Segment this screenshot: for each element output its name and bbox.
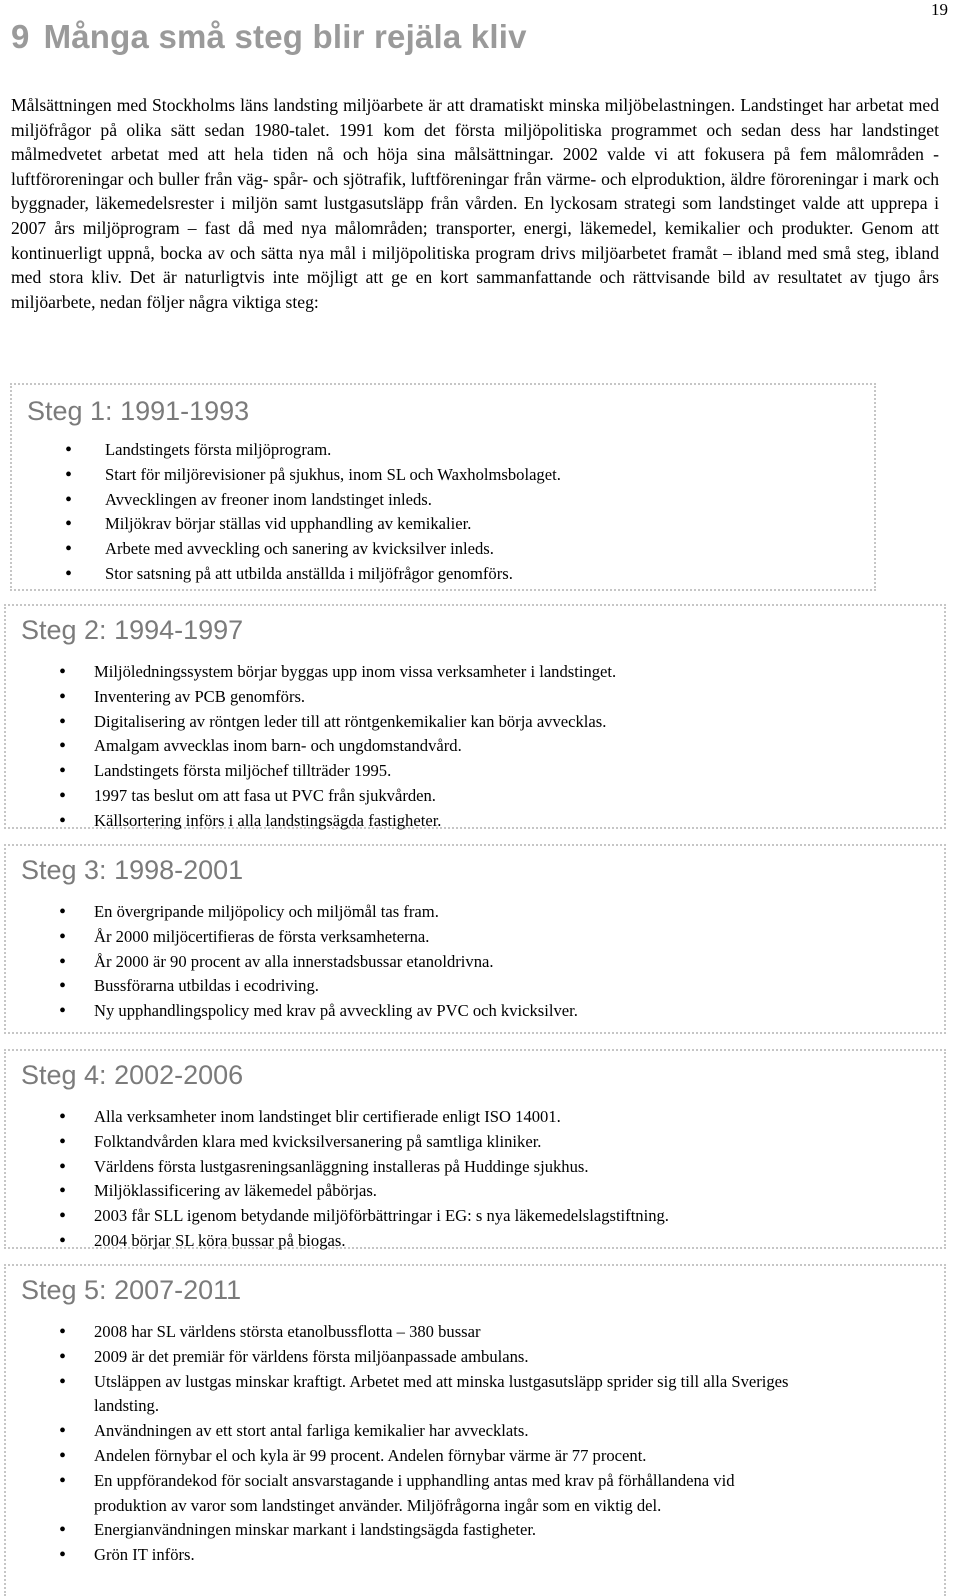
step-item: • Användningen av ett stort antal farliga kemikalier har avvecklats.: [21, 1419, 801, 1444]
step-list: [21, 1320, 801, 1568]
step-item: • En uppförandekod för socialt ansvarstagande i upphandling antas med krav på förhållandena vid produktion av varor som landstinget använder. Miljöfrågorna ingår som en viktig del.: [21, 1469, 801, 1519]
step-item: • 1997 tas beslut om att fasa ut PVC från sjukvården.: [21, 784, 944, 809]
step-item: • Landstingets första miljöchef tillträder 1995.: [21, 759, 944, 784]
step-item: • 2003 får SLL igenom betydande miljöförbättringar i EG: s nya läkemedelslagstiftning.: [21, 1204, 944, 1229]
step-box-1: [10, 383, 876, 591]
step-item: • Start för miljörevisioner på sjukhus, inom SL och Waxholmsbolaget.: [27, 463, 874, 488]
step-item: • Amalgam avvecklas inom barn- och ungdomstandvård.: [21, 734, 944, 759]
step-item: • 2004 börjar SL köra bussar på biogas.: [21, 1229, 944, 1254]
step-list: [21, 1105, 944, 1254]
step-item: • Källsortering införs i alla landstingsägda fastigheter.: [21, 809, 944, 834]
step-box-2: [4, 604, 946, 829]
step-title: Steg 4: 2002-2006: [21, 1060, 244, 1090]
step-item: • År 2000 miljöcertifieras de första verksamheterna.: [21, 925, 944, 950]
step-item: • Utsläppen av lustgas minskar kraftigt. Arbetet med att minska lustgasutsläpp sprider sig till alla Sveriges landsting.: [21, 1370, 801, 1420]
step-item: • Grön IT införs.: [21, 1543, 801, 1568]
step-item: • Världens första lustgasreningsanläggning installeras på Huddinge sjukhus.: [21, 1155, 944, 1180]
step-box-4: [4, 1049, 946, 1249]
step-box-5: [4, 1264, 946, 1596]
step-item: • Miljöklassificering av läkemedel påbörjas.: [21, 1179, 944, 1204]
step-title: Steg 3: 1998-2001: [21, 855, 244, 885]
step-item: • Energianvändningen minskar markant i landstingsägda fastigheter.: [21, 1518, 801, 1543]
step-box-3: [4, 844, 946, 1034]
step-item: • Inventering av PCB genomförs.: [21, 685, 944, 710]
chapter-number: 9: [11, 18, 30, 55]
step-item: • Bussförarna utbildas i ecodriving.: [21, 974, 944, 999]
step-item: • År 2000 är 90 procent av alla innerstadsbussar etanoldrivna.: [21, 950, 944, 975]
step-item: • 2009 är det premiär för världens första miljöanpassade ambulans.: [21, 1345, 801, 1370]
step-title: Steg 1: 1991-1993: [27, 396, 250, 426]
step-item: • Avvecklingen av freoner inom landstinget inleds.: [27, 488, 874, 513]
chapter-title: Många små steg blir rejäla kliv: [43, 18, 527, 55]
step-item: • Arbete med avveckling och sanering av kvicksilver inleds.: [27, 537, 874, 562]
step-item: • Folktandvården klara med kvicksilversanering på samtliga kliniker.: [21, 1130, 944, 1155]
step-title: Steg 5: 2007-2011: [21, 1275, 242, 1305]
step-item: • En övergripande miljöpolicy och miljömål tas fram.: [21, 900, 944, 925]
page-number: 19: [931, 0, 948, 19]
step-list: [21, 900, 944, 1024]
step-list: [27, 438, 874, 587]
step-item: • Digitalisering av röntgen leder till att röntgenkemikalier kan börja avvecklas.: [21, 710, 944, 735]
step-title: Steg 2: 1994-1997: [21, 615, 244, 645]
step-item: • Ny upphandlingspolicy med krav på avveckling av PVC och kvicksilver.: [21, 999, 944, 1024]
step-item: • Miljöledningssystem börjar byggas upp inom vissa verksamheter i landstinget.: [21, 660, 944, 685]
step-list: [21, 660, 944, 834]
step-item: • Miljökrav börjar ställas vid upphandling av kemikalier.: [27, 512, 874, 537]
step-item: • Alla verksamheter inom landstinget blir certifierade enligt ISO 14001.: [21, 1105, 944, 1130]
chapter-heading: [11, 18, 527, 56]
intro-paragraph: Målsättningen med Stockholms läns landsting miljöarbete är att dramatiskt minska miljöbelastningen. Landstinget har arbetat med miljöfrågor på olika sätt sedan 1980-talet. 1991 kom det första miljöpolitiska programmet och sedan dess har landstinget målmedvetet arbetat med att hela tiden nå och höja sina målsättningar. 2002 valde vi att fokusera på fem målområden - luftföroreningar och buller från väg- spår- och sjötrafik, luftföreningar från värme- och elproduktion, äldre föroreningar i mark och byggnader, läkemedelsrester i miljön samt lustgasutsläpp från vården. En lyckosam strategi som landstinget valde att upprepa i 2007 års miljöprogram – fast då med nya målområden; transporter, energi, läkemedel, kemikalier och produkter. Genom att kontinuerligt uppnå, bocka av och sätta nya mål i miljöpolitiska program drivs miljöarbetet framåt – ibland med små steg, ibland med stora kliv. Det är naturligtvis inte möjligt att ge en kort sammanfattande och rättvisande bild av resultatet av tjugo års miljöarbete, nedan följer några viktiga steg:: [11, 95, 939, 312]
step-item: • Landstingets första miljöprogram.: [27, 438, 874, 463]
step-item: • Andelen förnybar el och kyla är 99 procent. Andelen förnybar värme är 77 procent.: [21, 1444, 801, 1469]
step-item: • 2008 har SL världens största etanolbussflotta – 380 bussar: [21, 1320, 801, 1345]
step-item: • Stor satsning på att utbilda anställda i miljöfrågor genomförs.: [27, 562, 874, 587]
